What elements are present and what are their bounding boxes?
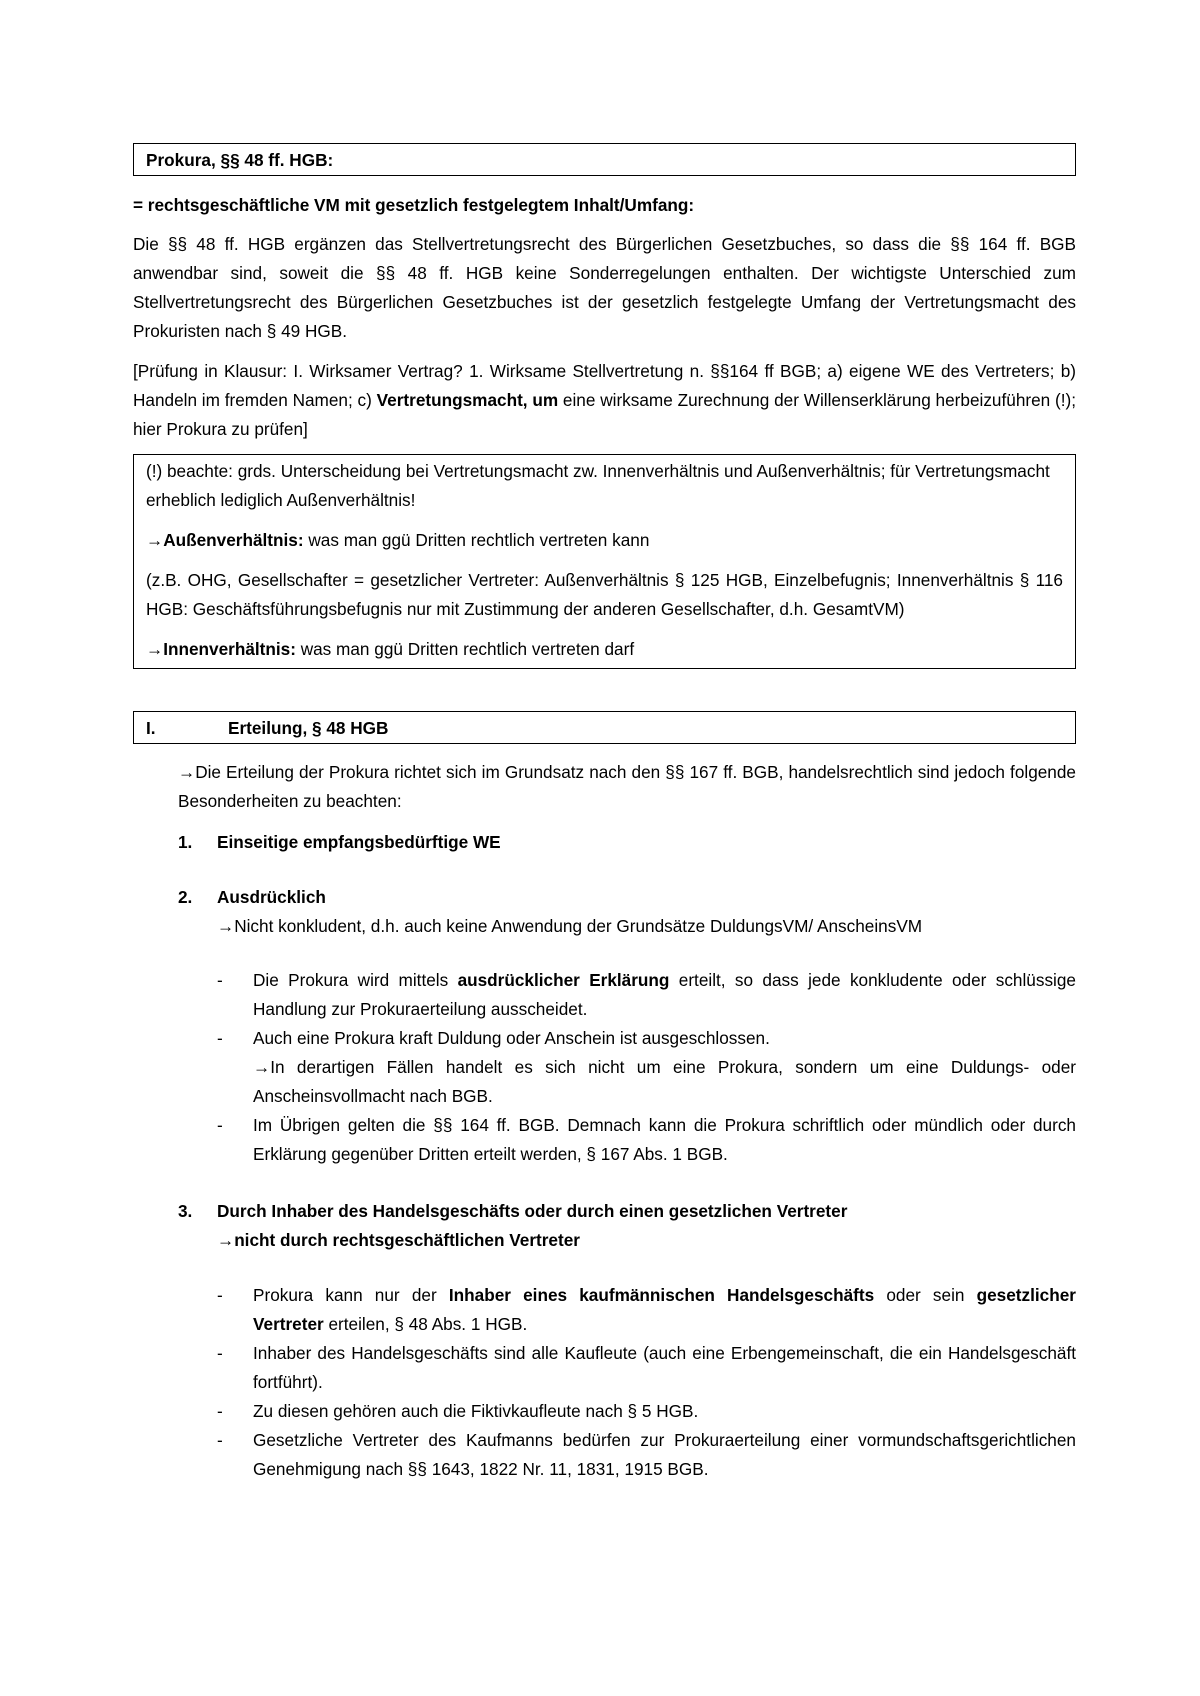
list-item [217,1024,1076,1111]
item-1 [178,828,1076,857]
text-bold: gesetzlicher Vertreter [253,1285,1076,1334]
text: Inhaber des Handelsgeschäfts sind alle Kaufleute (auch eine Erbengemeinschaft, die ein Handelsgeschäft fortführt). [253,1343,1076,1392]
text-bold: Inhaber eines kaufmännischen Handelsgeschäfts [448,1285,875,1305]
text-bold: ausdrücklicher Erklärung [457,970,670,990]
dash-marker: - [217,1028,223,1048]
aussen-line [146,526,1063,555]
text: erteilt, so dass jede konkludente oder schlüssige Handlung zur Prokuraerteilung ausscheidet. [253,970,1076,1019]
item-title: Ausdrücklich [217,887,326,907]
innen-text: was man ggü Dritten rechtlich vertreten darf [295,639,635,659]
item-number: 2. [178,887,193,907]
exam-note-part2: eine wirksame Zurechnung der Willenserklärung herbeizuführen (!); hier Prokura zu prüfen] [133,390,1076,439]
arrow-icon: → [217,916,235,936]
section-number: I. [146,718,156,738]
text: Im Übrigen gelten die §§ 164 ff. BGB. Demnach kann die Prokura schriftlich oder mündlich oder durch Erklärung gegenüber Dritten erteilt werden, § 167 Abs. 1 BGB. [253,1115,1076,1164]
arrow-icon: → [146,530,164,550]
definition-line: = rechtsgeschäftliche VM mit gesetzlich festgelegtem Inhalt/Umfang: [133,195,695,215]
text: Die Prokura wird mittels [253,970,458,990]
list-item [217,1397,1076,1426]
document-page [133,143,1076,1484]
list-item [217,1111,1076,1169]
dash-marker: - [217,1343,223,1363]
item-sub: nicht durch rechtsgeschäftlichen Vertreter [234,1230,580,1250]
text: Zu diesen gehören auch die Fiktivkaufleute nach § 5 HGB. [253,1401,699,1421]
item-title: Einseitige empfangsbedürftige WE [217,832,501,852]
list-item [217,966,1076,1024]
ohg-example: (z.B. OHG, Gesellschafter = gesetzlicher Vertreter: Außenverhältnis § 125 HGB, Einzelbefugnis; Innenverhältnis § 116 HGB: Geschäftsführungsbefugnis nur mit Zustimmung der anderen Gesellschafter, d.h. GesamtVM) [146,570,1063,619]
text: Gesetzliche Vertreter des Kaufmanns bedürfen zur Prokuraerteilung einer vormundschaftsgerichtlichen Genehmigung nach §§ 1643, 1822 Nr. 11, 1831, 1915 BGB. [253,1430,1076,1479]
exam-note [133,357,1076,444]
arrow-icon: → [253,1057,271,1077]
note-box-line1: (!) beachte: grds. Unterscheidung bei Vertretungsmacht zw. Innenverhältnis und Außenverhältnis; für Vertretungsmacht erheblich lediglich Außenverhältnis! [146,461,1050,510]
section-intro-text: Die Erteilung der Prokura richtet sich im Grundsatz nach den §§ 167 ff. BGB, handelsrechtlich sind jedoch folgende Besonderheiten zu beachten: [178,762,1076,811]
header-title: Prokura, §§ 48 ff. HGB: [146,150,334,170]
item-number: 1. [178,832,193,852]
section-title: Erteilung, § 48 HGB [228,718,389,738]
note-box [133,454,1076,669]
text: Auch eine Prokura kraft Duldung oder Anschein ist ausgeschlossen. [253,1028,770,1048]
innen-label: Innenverhältnis: [163,639,296,659]
aussen-label: Außenverhältnis: [163,530,304,550]
section-heading [133,711,1076,744]
dash-marker: - [217,1401,223,1421]
dash-marker: - [217,970,223,990]
section-intro [178,758,1076,816]
dash-marker: - [217,1115,223,1135]
intro-paragraph: Die §§ 48 ff. HGB ergänzen das Stellvertretungsrecht des Bürgerlichen Gesetzbuches, so dass die §§ 164 ff. BGB anwendbar sind, soweit die §§ 48 ff. HGB keine Sonderregelungen enthalten. Der wichtigste Unterschied zum Stellvertretungsrecht des Bürgerlichen Gesetzbuches ist der gesetzlich festgelegte Umfang der Vertretungsmacht des Prokuristen nach § 49 HGB. [133,234,1076,341]
dash-marker: - [217,1430,223,1450]
item-2 [178,883,1076,941]
list-item [217,1281,1076,1339]
item-sub: Nicht konkludent, d.h. auch keine Anwendung der Grundsätze DuldungsVM/ AnscheinsVM [234,916,923,936]
arrow-icon: → [178,762,196,782]
list-item [217,1426,1076,1484]
arrow-icon: → [217,1230,235,1250]
text: oder sein [874,1285,977,1305]
item-number: 3. [178,1201,193,1221]
item-title: Durch Inhaber des Handelsgeschäfts oder durch einen gesetzlichen Vertreter [217,1201,848,1221]
text: In derartigen Fällen handelt es sich nicht um eine Prokura, sondern um eine Duldungs- oder Anscheinsvollmacht nach BGB. [253,1057,1076,1106]
text: Prokura kann nur der [253,1285,449,1305]
aussen-text: was man ggü Dritten rechtlich vertreten kann [303,530,650,550]
item-3 [178,1197,1076,1255]
exam-note-part1: [Prüfung in Klausur: I. Wirksamer Vertrag? 1. Wirksame Stellvertretung n. §§164 ff BGB; a) eigene WE des Vertreters; b) Handeln im fremden Namen; c) [133,361,1076,410]
exam-note-bold: Vertretungsmacht, um [376,390,559,410]
innen-line [146,635,1063,664]
arrow-icon: → [146,639,164,659]
list-item [217,1339,1076,1397]
header-box [133,143,1076,176]
dash-marker: - [217,1285,223,1305]
text: erteilen, § 48 Abs. 1 HGB. [323,1314,528,1334]
